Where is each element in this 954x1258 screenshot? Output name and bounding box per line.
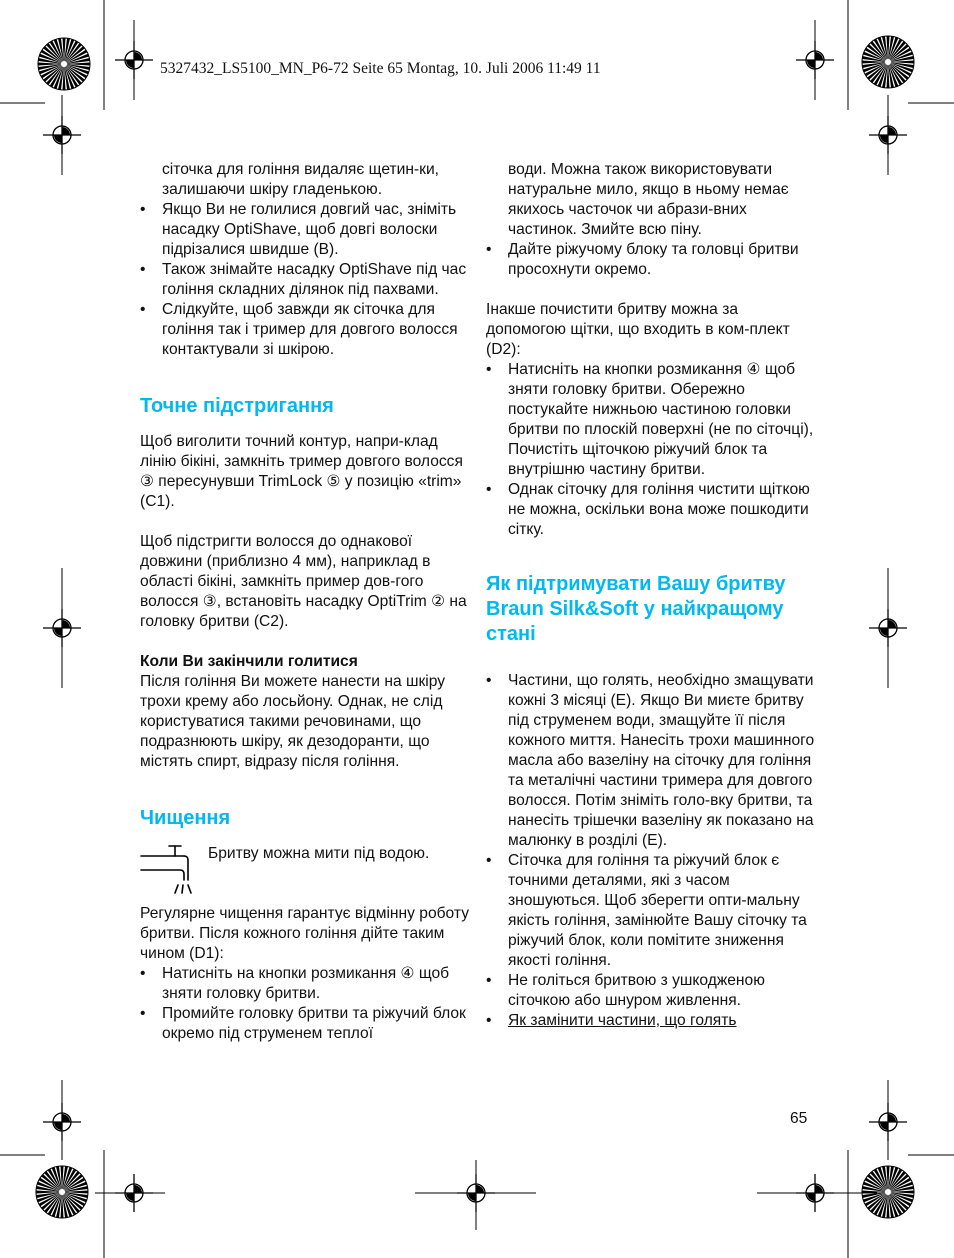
list-item: • Дайте ріжучому блоку та головці бритви просохнути окремо. <box>486 240 816 280</box>
right-column <box>486 160 816 1031</box>
paragraph: Щоб підстригти волосся до однакової довжини (приблизно 4 мм), наприклад в області бікіні, замкніть пример дов-гого волосся ③, встановіть насадку OptiTrim ② на головку бритви (C2). <box>140 533 467 630</box>
washable-text: Бритву можна мити під водою. <box>208 845 430 862</box>
paragraph: Регулярне чищення гарантує відмінну роботу бритви. Після кожного гоління дійте таким чином (D1): <box>140 905 470 962</box>
list-item: • Натисніть на кнопки розмикання ④ щоб зняти головку бритви. <box>140 964 470 1004</box>
list-item: • Слідкуйте, щоб завжди як сіточка для гоління так і тример для довгого волосся контактували зі шкірою. <box>140 300 470 360</box>
intro-continuation: сіточка для гоління видаляє щетин-ки, залишаючи шкіру гладенькою. <box>162 161 439 198</box>
list-item <box>486 1011 816 1031</box>
replacement-link[interactable]: Як замінити частини, що голять <box>508 1012 737 1029</box>
list-item: • Натисніть на кнопки розмикання ④ щоб зняти головку бритви. Обережно постукайте нижньою частиною головки бритви по плоскій поверхні (не по сіточці), Почистіть щіточкою ріжучий блок та внутрішню частину бритви. <box>486 360 816 480</box>
list-item: • Сіточка для гоління та ріжучий блок є точними деталями, які з часом зношуються. Щоб зберегти опти-мальну якість гоління, замінюйте Вашу сіточку та ріжучий блок, коли помітите зниження якості гоління. <box>486 851 816 971</box>
brush-bullet-list <box>486 360 816 540</box>
list-item: • Також знімайте насадку OptiShave під час гоління складних ділянок під пахвами. <box>140 260 470 300</box>
list-item: • Не голіться бритвою з ушкодженою сіточкою або шнуром живлення. <box>486 971 816 1011</box>
subheading-after-shaving: Коли Ви закінчили голитися <box>140 653 358 670</box>
paragraph: Щоб виголити точний контур, напри-клад лінію бікіні, замкніть тример довгого волосся ③ пересунувши TrimLock ⑤ у позицію «trim» (C1). <box>140 433 463 510</box>
registration-mark-icon <box>43 609 81 647</box>
paragraph: Після гоління Ви можете нанести на шкіру трохи крему або лосьйону. Однак, не слід користуватися такими речовинами, що подразнюють шкіру, як дезодоранти, що містять спирт, відразу після гоління. <box>140 673 446 770</box>
section-title-precise-trimming: Точне підстригання <box>140 395 334 417</box>
registration-mark-icon <box>115 1174 153 1212</box>
page-number: 65 <box>790 1110 808 1127</box>
registration-mark-icon <box>869 1103 907 1141</box>
starburst-target-icon <box>38 38 90 90</box>
print-header: 5327432_LS5100_MN_P6-72 Seite 65 Montag, 10. Juli 2006 11:49 11 <box>160 60 601 77</box>
list-item: • Однак сіточку для гоління чистити щіткою не можна, оскільки вона може пошкодити сітку. <box>486 480 816 540</box>
starburst-target-icon <box>862 1166 914 1218</box>
registration-mark-icon <box>43 116 81 154</box>
registration-mark-icon <box>796 1174 834 1212</box>
intro-bullet-list <box>140 200 470 360</box>
starburst-target-icon <box>862 36 914 88</box>
section-title-cleaning: Чищення <box>140 807 231 829</box>
list-item: • Промийте головку бритви та ріжучий блок окремо під струменем теплої <box>140 1004 470 1044</box>
cleaning-continuation: води. Можна також використовувати натуральне мило, якщо в ньому немає якихось часточок чи абрази-вних частинок. Змийте всю піну. <box>508 161 789 238</box>
paragraph: Інакше почистити бритву можна за допомогою щітки, що входить в ком-плект (D2): <box>486 301 790 358</box>
care-bullet-list <box>486 671 816 1031</box>
registration-mark-icon <box>869 116 907 154</box>
list-item: • Якщо Ви не голилися довгий час, зніміть насадку OptiShave, щоб довгі волоски підрізалися швидше (B). <box>140 200 470 260</box>
list-item: • Частини, що голять, необхідно змащувати кожні 3 місяці (E). Якщо Ви миєте бритву під струменем води, змащуйте її після кожного миття. Нанесіть трохи машинного масла або вазеліну на сіточку для гоління та металічні частини тримера для довгого волосся. Потім зніміть голо-вку бритви, та нанесіть трішечки вазеліну як показано на малюнку в розділі (E). <box>486 671 816 851</box>
starburst-target-icon <box>36 1166 88 1218</box>
cleaning-continuation-list <box>486 240 816 280</box>
washable-note <box>140 844 470 896</box>
cleaning-bullet-list <box>140 964 470 1044</box>
section-title-keeping-in-top-shape: Як підтримувати Вашу бритву Braun Silk&Soft у найкращому стані <box>486 573 786 645</box>
registration-mark-icon <box>115 41 153 79</box>
registration-mark-icon <box>457 1174 495 1212</box>
registration-mark-icon <box>869 609 907 647</box>
water-tap-icon <box>140 844 194 896</box>
registration-mark-icon <box>796 41 834 79</box>
left-column <box>140 160 470 1044</box>
registration-mark-icon <box>43 1103 81 1141</box>
